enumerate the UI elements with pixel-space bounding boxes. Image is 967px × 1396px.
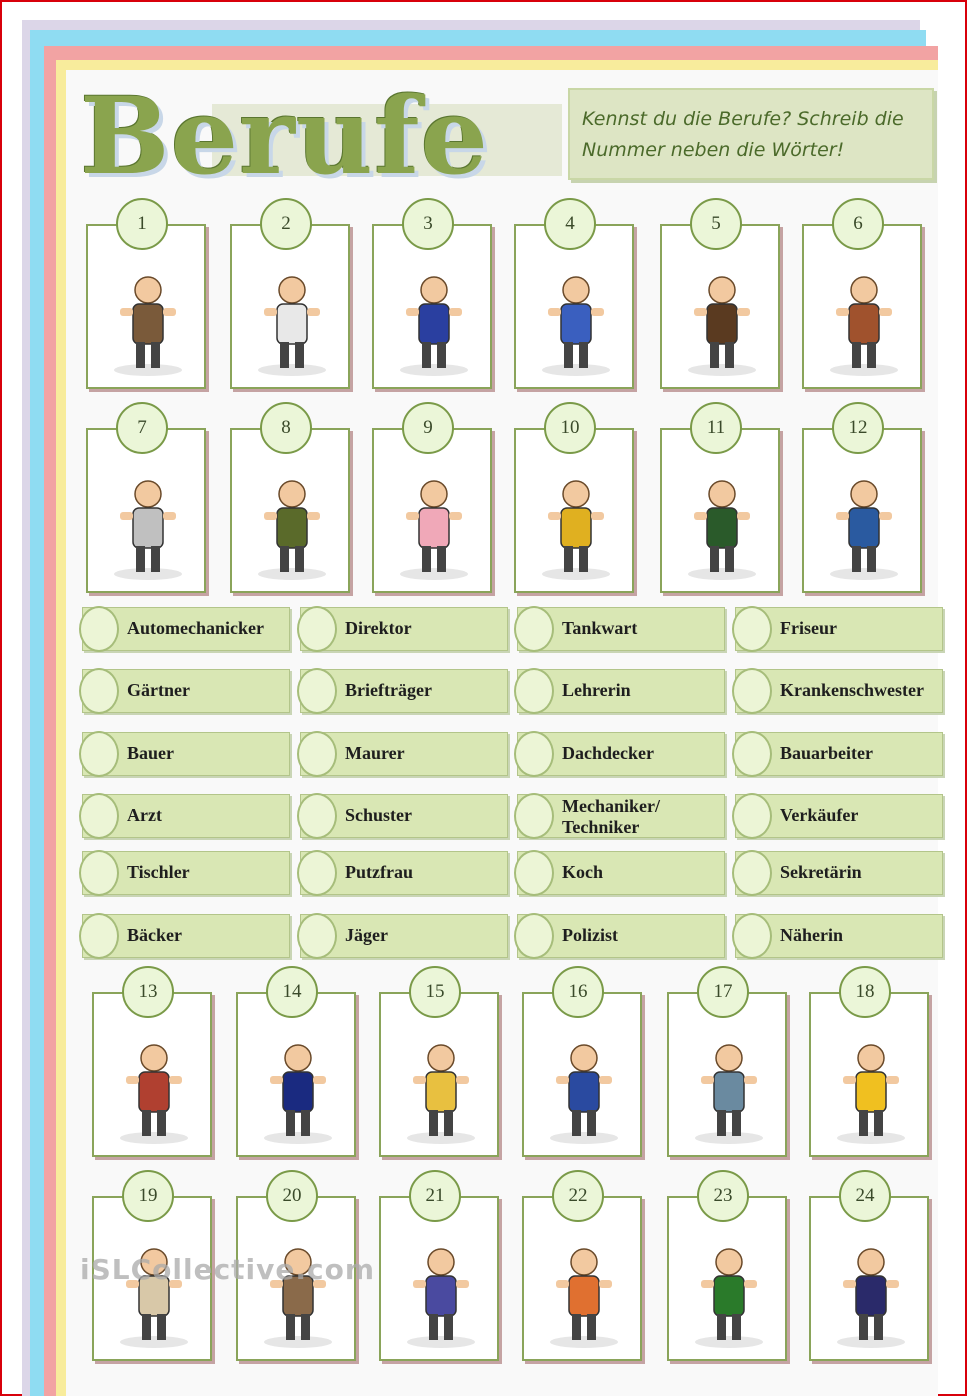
- word-item: [735, 851, 943, 895]
- job-illustration: [100, 266, 196, 378]
- number-badge: 9: [402, 402, 454, 454]
- word-label: Schuster: [345, 805, 412, 825]
- answer-circle[interactable]: [732, 606, 772, 652]
- job-illustration: [536, 1034, 632, 1146]
- word-label: Putzfrau: [345, 862, 413, 882]
- job-illustration: [536, 1238, 632, 1350]
- word-item: [735, 669, 943, 713]
- number-badge: 5: [690, 198, 742, 250]
- answer-circle[interactable]: [297, 731, 337, 777]
- word-label: Verkäufer: [780, 805, 859, 825]
- page-title: Berufe: [80, 73, 489, 198]
- number-badge: 23: [697, 1170, 749, 1222]
- answer-circle[interactable]: [297, 668, 337, 714]
- instruction-box: [568, 88, 934, 180]
- answer-circle[interactable]: [79, 731, 119, 777]
- word-label: Tischler: [127, 862, 190, 882]
- number-badge: 16: [552, 966, 604, 1018]
- job-illustration: [528, 470, 624, 582]
- number-badge: 12: [832, 402, 884, 454]
- word-item: [300, 794, 508, 838]
- number-badge: 2: [260, 198, 312, 250]
- word-label: Näherin: [780, 925, 843, 945]
- answer-circle[interactable]: [79, 606, 119, 652]
- job-illustration: [674, 266, 770, 378]
- word-item: [735, 794, 943, 838]
- word-label: Bauer: [127, 743, 174, 763]
- job-illustration: [386, 266, 482, 378]
- answer-circle[interactable]: [514, 606, 554, 652]
- job-illustration: [393, 1034, 489, 1146]
- answer-circle[interactable]: [297, 913, 337, 959]
- number-badge: 4: [544, 198, 596, 250]
- word-label: Dachdecker: [562, 743, 654, 763]
- number-badge: 17: [697, 966, 749, 1018]
- number-badge: 24: [839, 1170, 891, 1222]
- job-illustration: [681, 1034, 777, 1146]
- number-badge: 3: [402, 198, 454, 250]
- job-illustration: [244, 470, 340, 582]
- job-illustration: [816, 266, 912, 378]
- word-label: Bäcker: [127, 925, 182, 945]
- word-label: Arzt: [127, 805, 162, 825]
- answer-circle[interactable]: [79, 793, 119, 839]
- job-illustration: [528, 266, 624, 378]
- number-badge: 22: [552, 1170, 604, 1222]
- word-item: [517, 607, 725, 651]
- job-illustration: [100, 470, 196, 582]
- word-label: Maurer: [345, 743, 405, 763]
- job-illustration: [244, 266, 340, 378]
- number-badge: 19: [122, 1170, 174, 1222]
- answer-circle[interactable]: [732, 668, 772, 714]
- job-illustration: [823, 1034, 919, 1146]
- word-label: Koch: [562, 862, 604, 882]
- job-illustration: [674, 470, 770, 582]
- number-badge: 1: [116, 198, 168, 250]
- job-illustration: [816, 470, 912, 582]
- word-item: [300, 732, 508, 776]
- word-item: [517, 669, 725, 713]
- number-badge: 21: [409, 1170, 461, 1222]
- job-illustration: [106, 1034, 202, 1146]
- answer-circle[interactable]: [514, 731, 554, 777]
- word-label: Direktor: [345, 618, 412, 638]
- number-badge: 8: [260, 402, 312, 454]
- number-badge: 18: [839, 966, 891, 1018]
- answer-circle[interactable]: [297, 793, 337, 839]
- word-item: [82, 669, 290, 713]
- number-badge: 6: [832, 198, 884, 250]
- word-label: Bauarbeiter: [780, 743, 873, 763]
- word-item: [300, 914, 508, 958]
- answer-circle[interactable]: [79, 850, 119, 896]
- word-label: Gärtner: [127, 680, 190, 700]
- word-item: [82, 914, 290, 958]
- word-item: [735, 732, 943, 776]
- word-item: [82, 851, 290, 895]
- word-label: Sekretärin: [780, 862, 862, 882]
- number-badge: 7: [116, 402, 168, 454]
- word-item: [517, 851, 725, 895]
- word-item: [517, 914, 725, 958]
- word-label: Tankwart: [562, 618, 638, 638]
- word-label: Briefträger: [345, 680, 432, 700]
- answer-circle[interactable]: [732, 731, 772, 777]
- answer-circle[interactable]: [79, 913, 119, 959]
- word-item: [735, 607, 943, 651]
- word-item: [82, 607, 290, 651]
- answer-circle[interactable]: [732, 850, 772, 896]
- number-badge: 11: [690, 402, 742, 454]
- answer-circle[interactable]: [514, 850, 554, 896]
- job-illustration: [681, 1238, 777, 1350]
- word-label: Mechaniker/ Techniker: [562, 796, 660, 837]
- number-badge: 20: [266, 1170, 318, 1222]
- number-badge: 10: [544, 402, 596, 454]
- answer-circle[interactable]: [514, 793, 554, 839]
- word-label: Jäger: [345, 925, 388, 945]
- answer-circle[interactable]: [297, 850, 337, 896]
- word-item: [300, 607, 508, 651]
- number-badge: 14: [266, 966, 318, 1018]
- job-illustration: [386, 470, 482, 582]
- number-badge: 15: [409, 966, 461, 1018]
- answer-circle[interactable]: [297, 606, 337, 652]
- answer-circle[interactable]: [514, 913, 554, 959]
- word-item: [517, 794, 725, 838]
- word-item: [517, 732, 725, 776]
- word-item: [300, 669, 508, 713]
- word-item: [735, 914, 943, 958]
- instruction-line-2: Nummer neben die Wörter!: [582, 139, 845, 161]
- answer-circle[interactable]: [79, 668, 119, 714]
- number-badge: 13: [122, 966, 174, 1018]
- job-illustration: [393, 1238, 489, 1350]
- word-label: Friseur: [780, 618, 837, 638]
- word-label: Automechanicker: [127, 618, 264, 638]
- answer-circle[interactable]: [732, 793, 772, 839]
- job-illustration: [823, 1238, 919, 1350]
- instruction-line-1: Kennst du die Berufe? Schreib die: [582, 108, 904, 130]
- job-illustration: [250, 1034, 346, 1146]
- answer-circle[interactable]: [514, 668, 554, 714]
- word-label: Lehrerin: [562, 680, 631, 700]
- answer-circle[interactable]: [732, 913, 772, 959]
- word-label: Krankenschwester: [780, 680, 924, 700]
- watermark: iSLCollective.com: [80, 1253, 376, 1286]
- word-item: [300, 851, 508, 895]
- word-label: Polizist: [562, 925, 618, 945]
- word-item: [82, 732, 290, 776]
- word-item: [82, 794, 290, 838]
